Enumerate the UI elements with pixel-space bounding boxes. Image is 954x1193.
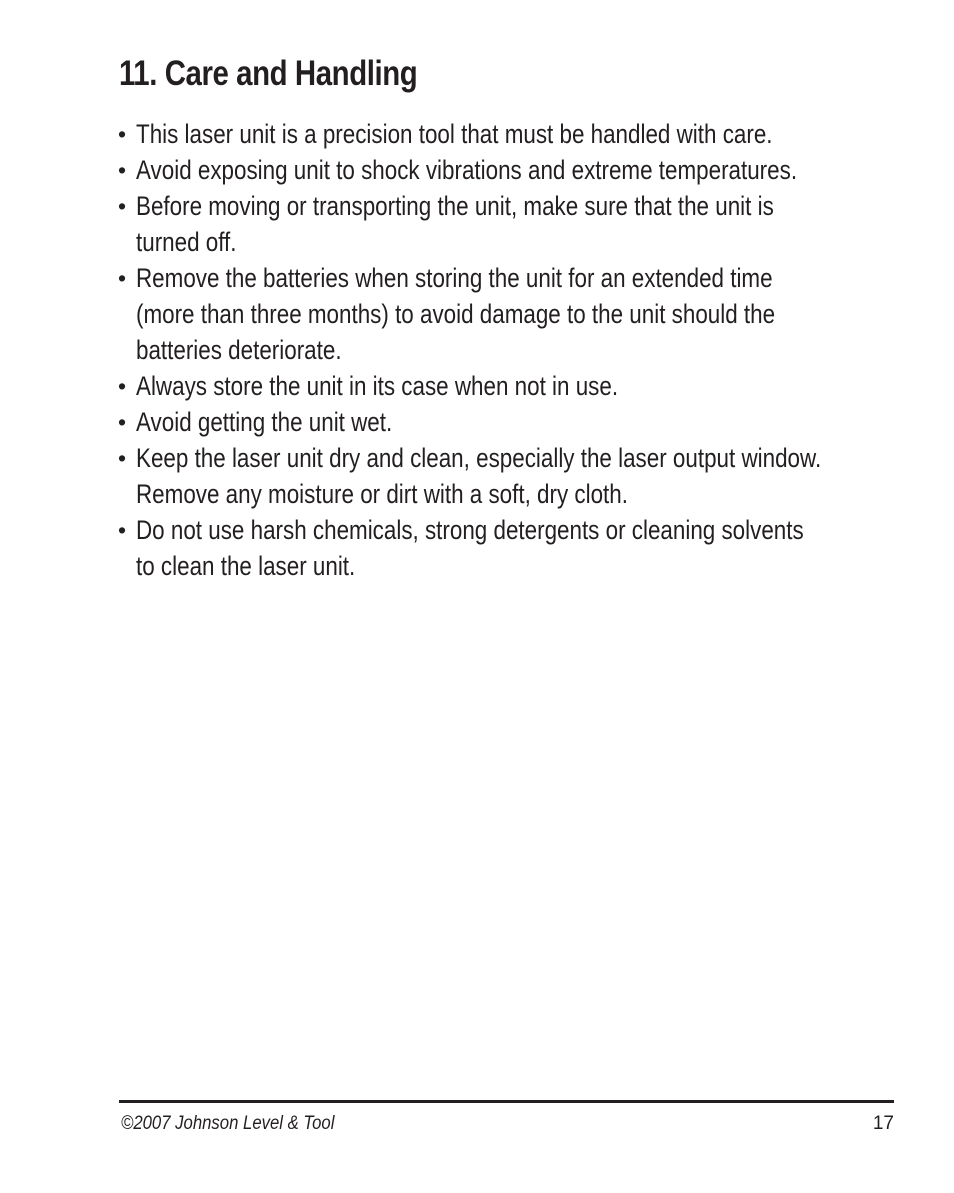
list-item-text: Do not use harsh chemicals, strong detergents or cleaning solvents xyxy=(136,515,804,545)
list-item xyxy=(118,116,908,152)
list-item-text: turned off. xyxy=(136,227,237,257)
bullet-icon: • xyxy=(118,265,127,291)
bullet-icon: • xyxy=(118,121,127,147)
list-item xyxy=(118,404,908,440)
page-number: 17 xyxy=(872,1113,894,1134)
list-item xyxy=(118,188,908,260)
list-item xyxy=(118,152,908,188)
list-item xyxy=(118,260,908,368)
list-item-text: Always store the unit in its case when not in use. xyxy=(136,371,619,401)
bullet-icon: • xyxy=(118,445,127,471)
bullet-icon: • xyxy=(118,193,127,219)
list-item xyxy=(118,512,908,584)
bullet-icon: • xyxy=(118,409,127,435)
bullet-icon: • xyxy=(118,517,127,543)
list-item-text: Before moving or transporting the unit, make sure that the unit is xyxy=(136,191,774,221)
section-title: 11. Care and Handling xyxy=(119,54,418,93)
bullet-icon: • xyxy=(118,373,127,399)
bullet-icon: • xyxy=(118,157,127,183)
list-item-text: Avoid getting the unit wet. xyxy=(136,407,393,437)
list-item-text: batteries deteriorate. xyxy=(136,335,342,365)
list-item-text: Avoid exposing unit to shock vibrations and extreme temperatures. xyxy=(136,155,798,185)
list-item xyxy=(118,440,908,512)
footer-divider xyxy=(119,1100,894,1103)
list-item-text: Keep the laser unit dry and clean, especially the laser output window. xyxy=(136,443,822,473)
care-handling-list xyxy=(118,116,908,584)
list-item-text: (more than three months) to avoid damage to the unit should the xyxy=(136,299,776,329)
list-item-text: This laser unit is a precision tool that must be handled with care. xyxy=(136,119,773,149)
list-item-text: Remove the batteries when storing the unit for an extended time xyxy=(136,263,773,293)
list-item-text: Remove any moisture or dirt with a soft, dry cloth. xyxy=(136,479,628,509)
footer-copyright: ©2007 Johnson Level & Tool xyxy=(121,1113,335,1134)
list-item xyxy=(118,368,908,404)
list-item-text: to clean the laser unit. xyxy=(136,551,356,581)
